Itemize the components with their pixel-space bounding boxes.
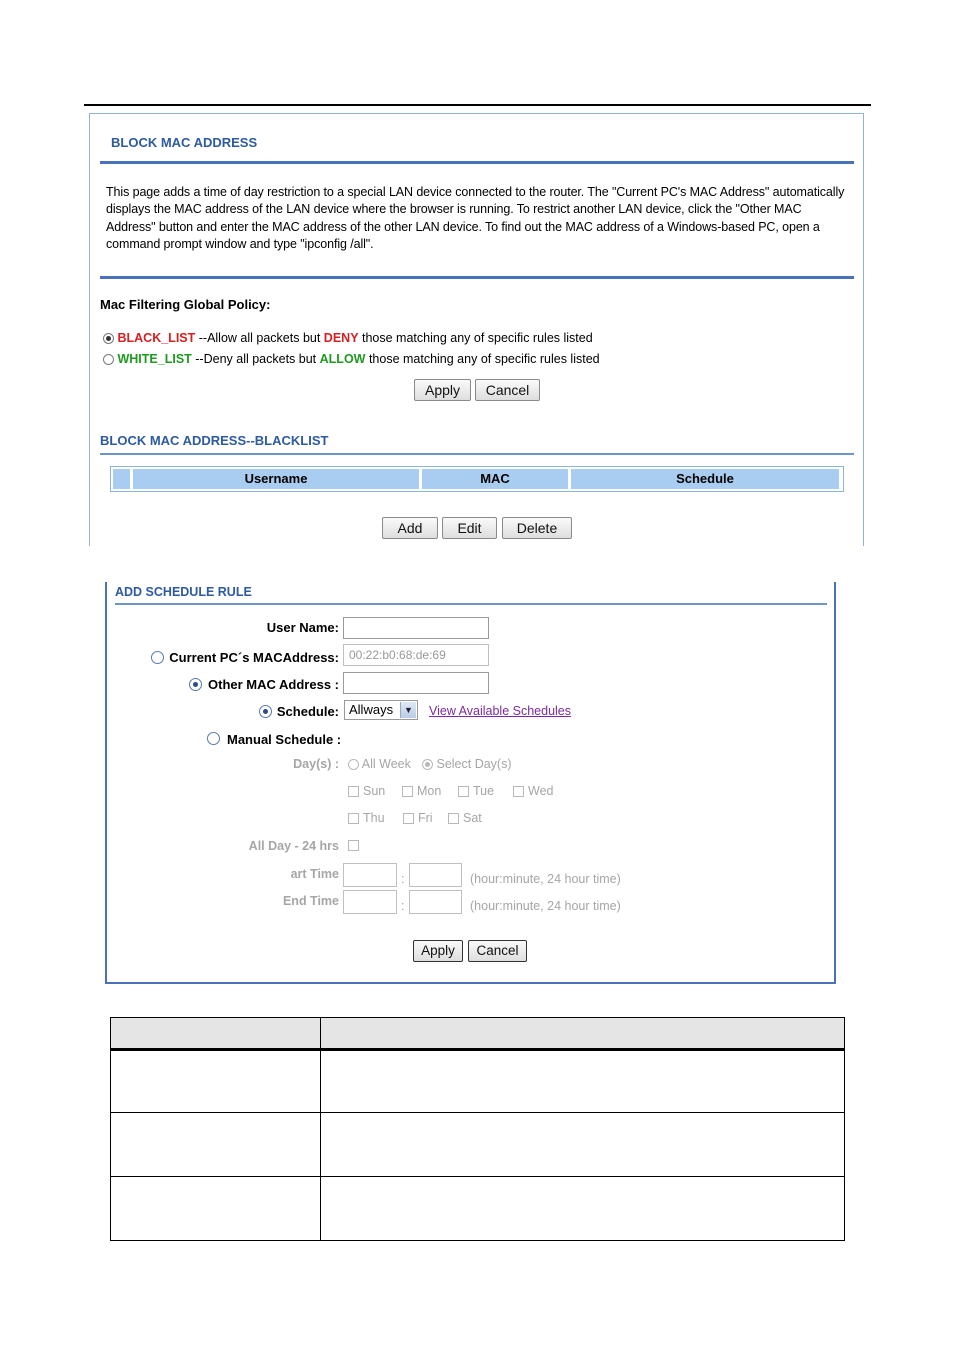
manual-schedule-radio[interactable] [207,732,220,745]
top-rule [84,104,871,106]
column-schedule: Schedule [571,469,839,489]
table-row [110,1113,845,1177]
blacklist-text-pre: --Allow all packets but [195,331,324,345]
chevron-down-icon[interactable]: ▼ [400,702,416,718]
blacklist-name: BLACK_LIST [117,331,196,345]
end-time-hint: (hour:minute, 24 hour time) [470,899,621,913]
policy-title: Mac Filtering Global Policy: [100,297,271,312]
table-row [110,1049,845,1113]
sat-label: Sat [463,811,482,825]
select-days-radio [422,759,433,770]
policy-apply-button[interactable]: Apply [414,379,471,401]
blacklist-table-header [110,466,844,492]
fri-label: Fri [418,811,433,825]
select-column-header [113,469,130,489]
wed-checkbox [513,786,524,797]
whitelist-name: WHITE_LIST [117,352,192,366]
all-week-label: All Week [361,757,411,771]
sun-checkbox [348,786,359,797]
schedule-apply-button[interactable]: Apply [413,940,463,962]
start-time-hint: (hour:minute, 24 hour time) [470,872,621,886]
mon-label: Mon [417,784,442,798]
blacklist-radio[interactable] [103,333,114,344]
whitelist-option[interactable] [103,352,600,366]
start-time-label: art Time [290,867,339,881]
day-sat [448,811,482,825]
delete-button[interactable]: Delete [502,517,572,539]
sun-label: Sun [363,784,386,798]
all-day-label: All Day - 24 hrs [248,839,339,853]
allow-keyword: ALLOW [319,352,366,366]
day-sun [348,784,385,798]
column-divider [320,1017,321,1241]
end-colon: : [401,899,405,913]
start-colon: : [401,872,405,886]
end-minute-input [409,890,462,914]
fri-checkbox [403,813,414,824]
wed-label: Wed [528,784,554,798]
other-mac-input[interactable] [343,672,489,694]
day-fri [403,811,433,825]
select-days-label: Select Day(s) [436,757,512,771]
other-mac-radio[interactable] [189,678,202,691]
other-mac-label: Other MAC Address : [208,677,339,692]
tue-checkbox [458,786,469,797]
parameter-table-header [110,1017,845,1049]
all-week-option [348,757,411,771]
current-mac-label: Current PC´s MACAddress: [169,650,339,665]
policy-cancel-button[interactable]: Cancel [475,379,540,401]
add-button[interactable]: Add [382,517,438,539]
all-week-radio [348,759,359,770]
blacklist-text-post: those matching any of specific rules listed [358,331,593,345]
thu-checkbox [348,813,359,824]
start-minute-input [409,863,462,887]
schedule-select-value: Allways [349,702,394,717]
end-time-label: End Time [282,894,339,908]
schedule-label: Schedule: [276,704,339,719]
user-name-input[interactable] [343,617,489,639]
section-divider [100,276,854,279]
table-row [110,1177,845,1241]
whitelist-text-pre: --Deny all packets but [191,352,320,366]
day-tue [458,784,494,798]
deny-keyword: DENY [323,331,359,345]
day-mon [402,784,441,798]
whitelist-radio[interactable] [103,354,114,365]
whitelist-text-post: those matching any of specific rules listed [365,352,600,366]
block-mac-description: This page adds a time of day restriction to a special LAN device connected to the router. The "Current PC's MAC Address" automatically displays the MAC address of the LAN device where the browser is running. To restrict another LAN device, click the "Other MAC Address" button and enter the MAC address of the other LAN device. To find out the MAC address of a Windows-based PC, open a command prompt window and type "ipconfig /all". [106,185,845,251]
view-schedules-link[interactable]: View Available Schedules [429,704,571,718]
day-wed [513,784,553,798]
manual-schedule-label: Manual Schedule : [227,732,342,747]
tue-label: Tue [473,784,495,798]
blacklist-divider [100,453,854,455]
current-mac-field: 00:22:b0:68:de:69 [343,644,489,666]
column-mac: MAC [422,469,568,489]
block-mac-title: BLOCK MAC ADDRESS [111,135,258,150]
parameter-table [110,1017,845,1241]
add-schedule-panel [105,582,836,984]
schedule-radio[interactable] [259,705,272,718]
days-label: Day(s) : [293,757,339,771]
all-day-checkbox [348,840,359,851]
sat-checkbox [448,813,459,824]
mon-checkbox [402,786,413,797]
schedule-divider [115,603,827,605]
schedule-cancel-button[interactable]: Cancel [468,940,527,962]
current-mac-radio[interactable] [151,651,164,664]
schedule-select[interactable] [344,700,418,720]
end-hour-input [343,890,397,914]
blacklist-title: BLOCK MAC ADDRESS--BLACKLIST [100,433,329,448]
select-days-option [422,757,512,771]
block-mac-panel [89,113,864,546]
title-divider [100,161,854,164]
start-hour-input [343,863,397,887]
edit-button[interactable]: Edit [442,517,497,539]
schedule-title: ADD SCHEDULE RULE [115,585,252,599]
user-name-label: User Name: [266,620,339,635]
day-thu [348,811,385,825]
thu-label: Thu [363,811,385,825]
column-username: Username [133,469,419,489]
blacklist-option[interactable] [103,331,593,345]
